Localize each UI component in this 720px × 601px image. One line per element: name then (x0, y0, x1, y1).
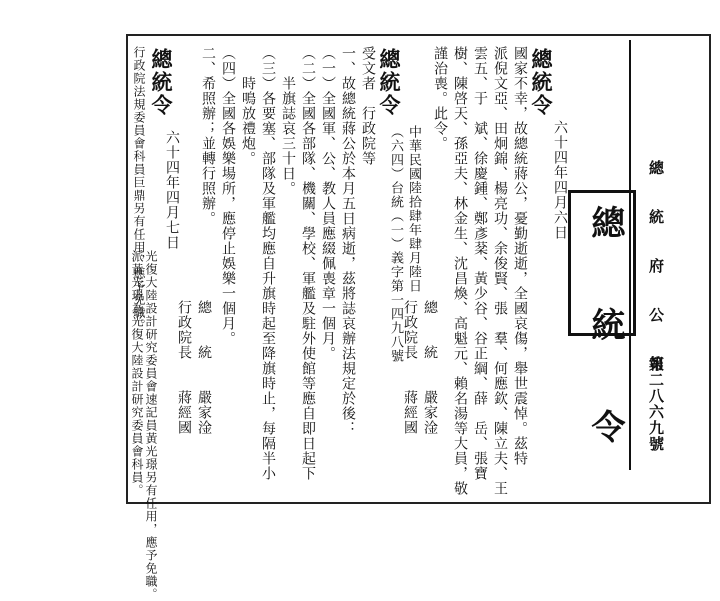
order2-line-9: 二、希照辦；並轉行照辦。 (200, 46, 216, 226)
order1-line-4: 樹、陳啓天、孫亞夫、林金生、沈昌煥、高魁元、賴名湯等大員，敬 (452, 46, 468, 496)
order2-signature-2: 行政院長 蔣經國 (176, 300, 192, 435)
section-title: 總 統 令 (585, 205, 625, 457)
order1-heading: 總統令 (529, 48, 554, 117)
order3-date: 六十四年四月七日 (164, 130, 180, 250)
order2-ref-2: （六四）台統（一）義字第一四九八號 (388, 125, 403, 363)
order1-line-5: 謹治喪。此令。 (432, 46, 448, 151)
section-title-box (568, 190, 636, 457)
order1-line-1: 國家不幸，故總統蔣公，憂勤逝逝，全國哀傷，舉世震悼。茲特 (512, 46, 528, 466)
order1-signature-2: 行政院長 蔣經國 (402, 300, 418, 435)
gazette-title: 總 統 府 公 報 (647, 160, 665, 379)
order2-line-2: 一、故總統蔣公於本月五日病逝，茲將誌哀辦法規定於後： (340, 46, 356, 436)
order1-date: 六十四年四月六日 (552, 120, 568, 240)
order2-line-6: （三）各要塞、部隊及軍艦均應自升旗時起至降旗時止，每隔半小 (260, 46, 276, 481)
order2-line-4: （二）全國各部隊、機關、學校、軍艦及駐外使館等應自即日起下 (300, 46, 316, 481)
order2-heading: 總統令 (377, 48, 402, 117)
order1-signature-1: 總 統 嚴家淦 (422, 300, 438, 435)
order2-line-7: 時鳴放禮炮。 (240, 46, 256, 166)
order3-line-2: 派黃光璟為光復大陸設計研究委員會科員。 (130, 250, 144, 497)
order3-line-3: 行政院法規委員會科員巨鼎另有任用，應予免職。 (132, 46, 146, 332)
order3-heading: 總統令 (149, 48, 174, 117)
order2-signature-1: 總 統 嚴家淦 (196, 300, 212, 435)
order1-line-2: 派倪文亞、田炯錦、楊亮功、余俊賢、張 羣、何應欽、陳立夫、王 (492, 46, 508, 496)
order1-line-3: 雲五、于 斌、徐慶鍾、鄭彥棻、黃少谷、谷正綱、薛 岳、張寶 (472, 46, 488, 481)
order2-line-5: 半旗誌哀三十日。 (280, 46, 296, 196)
order2-line-1: 受文者 行政院等 (360, 46, 376, 166)
order2-line-3: （一）全國軍、公、教人員應綴佩喪章一個月。 (320, 46, 336, 361)
order2-ref-1: 中華民國陸拾肆年肆月陸日 (406, 125, 421, 293)
order3-line-1: 光復大陸設計研究委員會速記員黃光璟另有任用，應予免職。 (144, 250, 158, 601)
issue-number: 第二八六九號 (647, 356, 665, 452)
order2-line-8: （四）全國各娛樂場所，應停止娛樂一個月。 (220, 46, 236, 346)
